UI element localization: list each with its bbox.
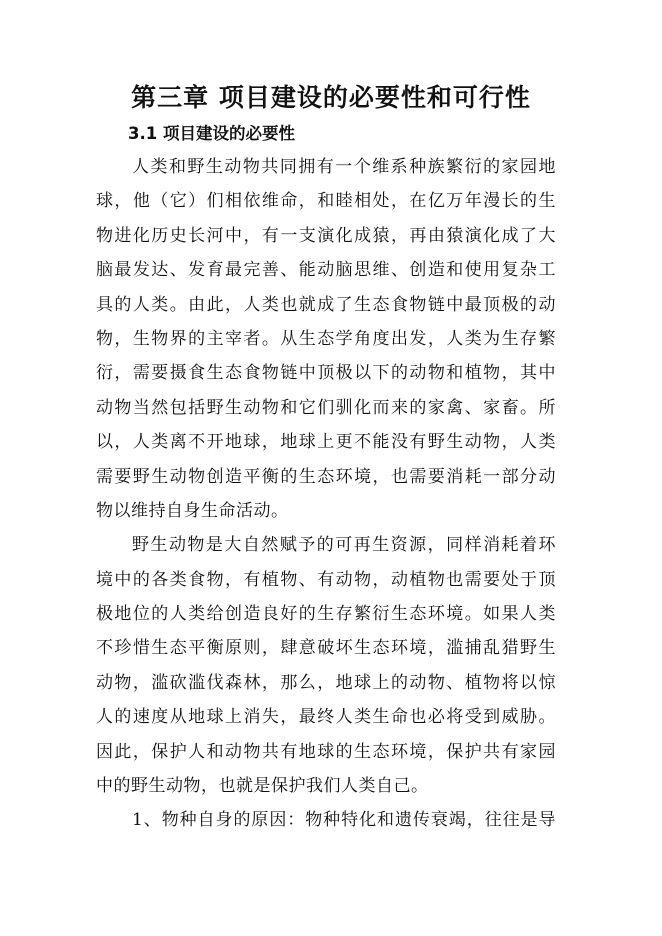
paragraph-line: 中的野生动物，也就是保护我们人类自己。 — [96, 776, 429, 797]
paragraph-line: 需要野生动物创造平衡的生态环境，也需要消耗一部分动 — [96, 466, 556, 487]
paragraph-1 — [96, 150, 556, 528]
paragraph-line: 人类和野生动物共同拥有一个维系种族繁衍的家园地 — [132, 157, 556, 177]
body-text — [96, 150, 556, 838]
paragraph-line: 物以维持自身生命活动。 — [96, 500, 289, 521]
paragraph-line: 人的速度从地球上消失，最终人类生命也必将受到威胁。 — [96, 707, 556, 728]
paragraph-line: 境中的各类食物，有植物、有动物，动植物也需要处于顶 — [96, 569, 556, 590]
paragraph-line: 1、物种自身的原因：物种特化和遗传衰竭，往往是导 — [132, 810, 556, 831]
paragraph-2 — [96, 528, 556, 803]
chapter-title: 第三章 项目建设的必要性和可行性 — [131, 83, 531, 112]
paragraph-line: 不珍惜生态平衡原则，肆意破坏生态环境，滥捕乱猎野生 — [96, 638, 556, 659]
paragraph-line: 衍，需要摄食生态食物链中顶极以下的动物和植物，其中 — [96, 363, 556, 384]
paragraph-line: 极地位的人类给创造良好的生存繁衍生态环境。如果人类 — [96, 604, 556, 625]
paragraph-line: 动物，滥砍滥伐森林，那么，地球上的动物、植物将以惊 — [96, 672, 556, 693]
section-heading: 3.1 项目建设的必要性 — [128, 124, 295, 143]
paragraph-3 — [96, 803, 556, 837]
paragraph-line: 物，生物界的主宰者。从生态学角度出发，人类为生存繁 — [96, 328, 556, 349]
paragraph-line: 以，人类离不开地球，地球上更不能没有野生动物，人类 — [96, 432, 556, 453]
paragraph-line: 物进化历史长河中，有一支演化成猿，再由猿演化成了大 — [96, 225, 556, 246]
paragraph-line: 因此，保护人和动物共有地球的生态环境，保护共有家园 — [96, 741, 556, 762]
paragraph-line: 球，他（它）们相依维命，和睦相处，在亿万年漫长的生 — [96, 191, 556, 212]
paragraph-line: 脑最发达、发育最完善、能动脑思维、创造和使用复杂工 — [96, 260, 556, 281]
paragraph-line: 具的人类。由此，人类也就成了生态食物链中最顶极的动 — [96, 294, 556, 315]
paragraph-line: 动物当然包括野生动物和它们驯化而来的家禽、家畜。所 — [96, 397, 556, 418]
paragraph-line: 野生动物是大自然赋予的可再生资源，同样消耗着环 — [132, 535, 556, 556]
